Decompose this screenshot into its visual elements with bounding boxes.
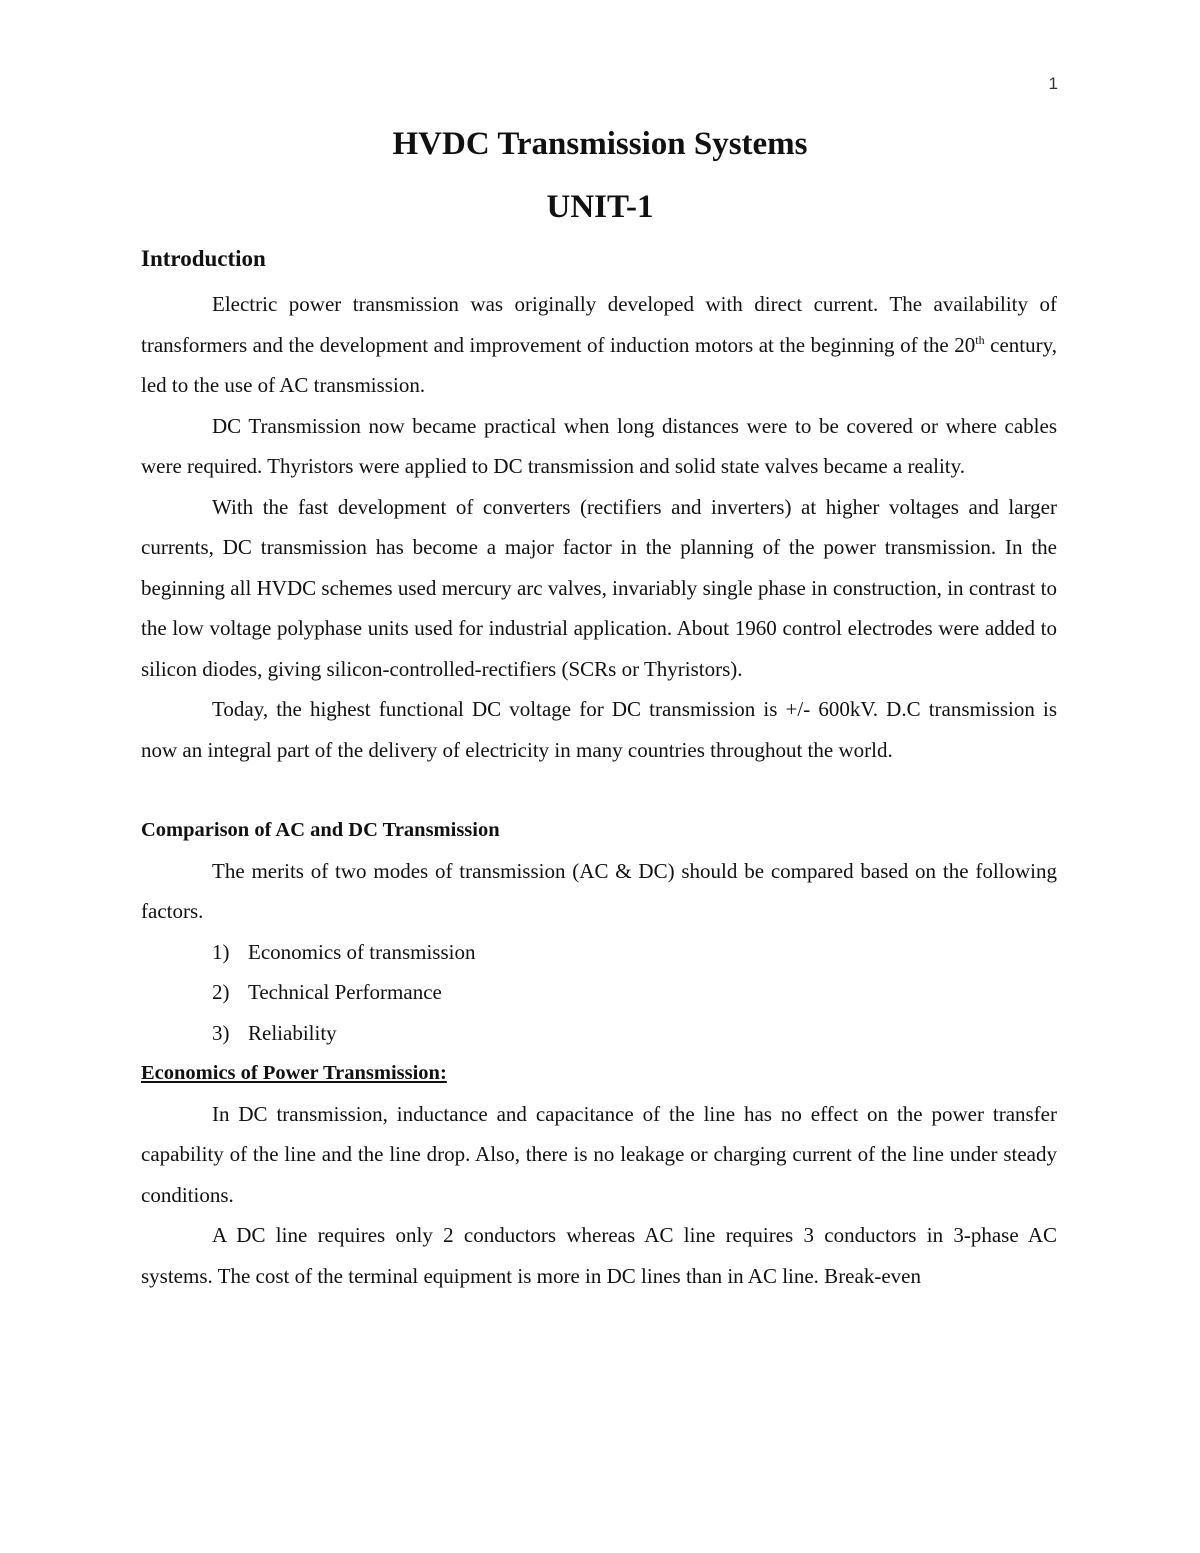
introduction-paragraph-2: DC Transmission now became practical when long distances were to be covered or where cables were required. Thyristors were applied to DC transmission and solid state valves became a reality.: [141, 413, 1057, 478]
introduction-heading: Introduction: [141, 246, 266, 271]
list-item-number: 1): [212, 939, 230, 964]
unit-heading: UNIT-1: [546, 189, 654, 225]
section-spacer: [141, 770, 1057, 810]
list-item-text: Economics of transmission: [248, 939, 476, 964]
economics-paragraph-1: In DC transmission, inductance and capacitance of the line has no effect on the power transfer capability of the line and the line drop. Also, there is no leakage or charging current of the line under steady conditions.: [141, 1101, 1057, 1207]
document-body: [141, 243, 1057, 1296]
economics-paragraph-2: A DC line requires only 2 conductors whereas AC line requires 3 conductors in 3-phase AC systems. The cost of the terminal equipment is more in DC lines than in AC line. Break-even: [141, 1223, 1057, 1288]
list-item-number: 3): [212, 1020, 230, 1045]
introduction-paragraph-4: Today, the highest functional DC voltage for DC transmission is +/- 600kV. D.C transmission is now an integral part of the delivery of electricity in many countries throughout the world.: [141, 697, 1057, 762]
introduction-paragraph-1-text: Electric power transmission was originally developed with direct current. The availability of transformers and the development and improvement of induction motors at the beginning of the 20: [141, 292, 1057, 357]
list-item-text: Technical Performance: [248, 980, 442, 1004]
page-number: 1: [1048, 74, 1058, 93]
comparison-heading: Comparison of AC and DC Transmission: [141, 819, 500, 841]
list-item: [212, 932, 1057, 973]
list-item-number: 2): [212, 980, 230, 1004]
ordinal-superscript: th: [975, 332, 985, 347]
comparison-factors-list: [141, 932, 1057, 1054]
list-item-text: Reliability: [248, 1020, 337, 1045]
economics-heading: Economics of Power Transmission:: [141, 1062, 447, 1084]
introduction-paragraph-3: With the fast development of converters (rectifiers and inverters) at higher voltages and larger currents, DC transmission has become a major factor in the planning of the power transmission. In the beginning all HVDC schemes used mercury arc valves, invariably single phase in construction, in contrast to the low voltage polyphase units used for industrial application. About 1960 control electrodes were added to silicon diodes, giving silicon-controlled-rectifiers (SCRs or Thyristors).: [141, 494, 1057, 681]
introduction-paragraph-1-tail: century, led to the use of AC transmission.: [141, 332, 1058, 397]
comparison-paragraph: The merits of two modes of transmission (AC & DC) should be compared based on the following factors.: [141, 858, 1057, 923]
list-item: [212, 972, 1057, 1013]
document-title: HVDC Transmission Systems: [392, 126, 808, 162]
introduction-paragraph-1: [141, 284, 1057, 406]
list-item: [212, 1013, 1057, 1054]
